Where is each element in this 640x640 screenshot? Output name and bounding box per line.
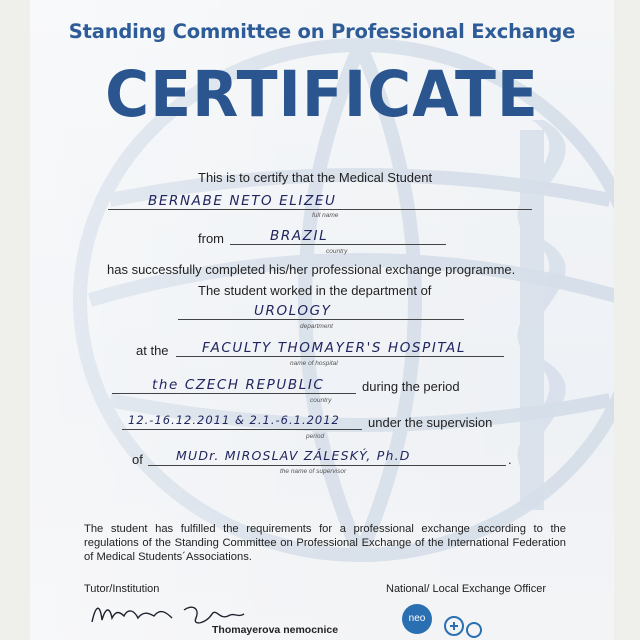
supervisor-line xyxy=(148,465,506,466)
completed-text: has successfully completed his/her professional exchange programme. xyxy=(107,262,516,277)
hospital-country-line xyxy=(112,393,356,394)
hospital-caption: name of hospital xyxy=(290,360,338,367)
name-line xyxy=(108,209,532,210)
period-caption: period xyxy=(306,433,325,440)
country-line xyxy=(230,244,446,245)
department-caption: department xyxy=(300,323,333,330)
tutor-label: Tutor/Institution xyxy=(84,583,160,595)
supervision-label: under the supervision xyxy=(368,415,493,430)
hospital-line xyxy=(176,356,504,357)
requirements-paragraph: The student has fulfilled the requirements for a professional exchange according to the regulations of the Standing Committee on Professional Exchange of the International Federation of Medical Students´Associations. xyxy=(84,523,566,563)
organization-name: Standing Committee on Professional Exchange xyxy=(68,20,576,43)
at-label: at the xyxy=(136,343,169,358)
department-intro: The student worked in the department of xyxy=(198,283,432,298)
ifmsa-logo-icon xyxy=(440,612,490,640)
student-name: BERNABE NETO ELIZEU xyxy=(148,193,337,209)
officer-label: National/ Local Exchange Officer xyxy=(386,583,546,595)
neo-badge-label: neo xyxy=(408,613,426,624)
intro-text: This is to certify that the Medical Student xyxy=(198,170,433,185)
hospital-value: FACULTY THOMAYER'S HOSPITAL xyxy=(202,340,466,356)
of-label: of xyxy=(132,452,143,467)
country-value: BRAZIL xyxy=(270,228,329,244)
country-caption-2: country xyxy=(310,397,332,404)
certificate-title: CERTIFICATE xyxy=(105,58,539,132)
supervisor-caption: the name of supervisor xyxy=(280,468,347,475)
department-value: UROLOGY xyxy=(254,303,332,319)
during-label: during the period xyxy=(362,379,460,394)
supervisor-value: MUDr. MIROSLAV ZÁLESKÝ, Ph.D xyxy=(176,448,411,463)
period-value: 12.-16.12.2011 & 2.1.-6.1.2012 xyxy=(128,413,340,427)
neo-badge xyxy=(402,604,432,634)
full-name-caption: full name xyxy=(312,212,339,219)
department-line xyxy=(178,319,464,320)
end-period: . xyxy=(508,452,512,467)
from-label: from xyxy=(198,231,224,246)
hospital-country-value: the CZECH REPUBLIC xyxy=(152,377,325,393)
country-caption: country xyxy=(326,248,348,255)
certificate-paper xyxy=(30,0,614,640)
institution-stamp: Thomayerova nemocnice xyxy=(212,624,339,636)
period-line xyxy=(122,429,362,430)
